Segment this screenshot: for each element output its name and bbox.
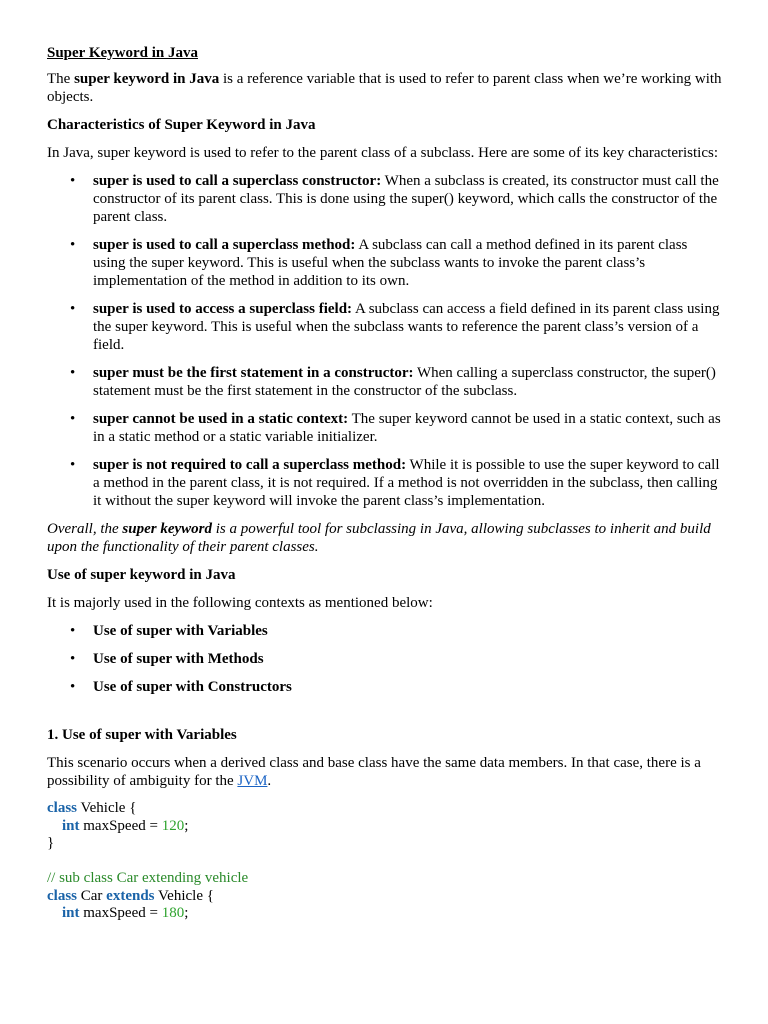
list-item [93,410,722,446]
item-text: A subclass can call a method defined in its parent class using the super keyword. This is useful when the subclass wants to invoke the parent class’s implementation of the method in addition to its own. [93,237,688,289]
use-lead: It is majorly used in the following contexts as mentioned below: [47,595,433,611]
characteristics-lead: In Java, super keyword is used to refer to the parent class of a subclass. Here are some of its key characteristics: [47,145,719,161]
characteristics-heading: Characteristics of Super Keyword in Java [47,117,316,133]
intro-bold: super keyword in Java [74,71,220,87]
overall-post: is a powerful tool for subclassing in Java, allowing subclasses to inherit and build upon the functionality of their parent classes. [47,521,711,555]
code-text: maxSpeed = [79,817,162,834]
code-text: Car [77,887,107,904]
item-bold: super cannot be used in a static context: [93,411,349,427]
intro-paragraph [47,70,722,106]
section1-heading: 1. Use of super with Variables [47,727,237,743]
overall-paragraph [47,520,722,556]
code-block [47,800,722,923]
code-keyword: int [62,817,80,834]
intro-post: is a reference variable that is used to refer to parent class when we’re working with objects. [47,71,722,105]
section1-paragraph [47,754,722,790]
item-bold: super is not required to call a superclass method: [93,457,407,473]
item-text: When a subclass is created, its constructor must call the constructor of its parent class. This is done using the super() keyword, which calls the constructor of the parent class. [93,173,719,225]
code-keyword: class [47,800,77,816]
list-item [93,650,722,668]
code-text: } [47,835,55,851]
code-text: maxSpeed = [79,905,162,921]
code-text: ; [184,817,189,834]
list-item [93,456,722,510]
list-item [93,236,722,290]
item-text: The super keyword cannot be used in a static context, such as in a static method or a static variable initializer. [93,411,721,445]
code-text: Vehicle { [154,887,214,904]
characteristics-list [47,172,722,510]
overall-bold: super keyword [122,521,212,537]
item-bold: super is used to call a superclass method: [93,237,356,253]
item-bold: super is used to access a superclass field: [93,301,353,317]
code-keyword: class [47,887,77,904]
use-item: Use of super with Constructors [93,679,292,695]
item-text: When calling a superclass constructor, the super() statement must be the first statement in the constructor of the subclass. [93,365,716,399]
use-item: Use of super with Methods [93,651,264,667]
list-item [93,622,722,640]
jvm-link[interactable]: JVM [237,773,268,789]
use-item: Use of super with Variables [93,623,268,639]
code-number: 180 [161,905,185,921]
section1-text-post: . [267,773,272,789]
list-item [93,678,722,696]
code-keyword: extends [106,887,155,904]
use-list [47,622,722,696]
code-number: 120 [161,817,185,834]
code-keyword: int [62,905,80,921]
list-item [93,300,722,354]
section1-text-pre: This scenario occurs when a derived class and base class have the same data members. In that case, there is a possibility of ambiguity for the [47,755,701,789]
code-text: ; [184,905,189,921]
list-item [93,172,722,226]
overall-pre: Overall, the [47,521,123,537]
use-heading: Use of super keyword in Java [47,567,236,583]
intro-pre: The [47,71,75,87]
item-bold: super must be the first statement in a constructor: [93,365,414,381]
code-text: Vehicle { [77,800,137,816]
item-text: While it is possible to use the super keyword to call a method in the parent class, it is not required. If a method is not overridden in the subclass, then calling it without the super keyword will invoke the parent class’s implementation. [93,457,720,509]
item-text: A subclass can access a field defined in its parent class using the super keyword. This is useful when the subclass wants to reference the parent class’s version of a field. [93,301,720,353]
page-title: Super Keyword in Java [47,45,198,61]
list-item [93,364,722,400]
item-bold: super is used to call a superclass constructor: [93,173,382,189]
spacer [47,706,722,726]
code-comment: // sub class Car extending vehicle [47,870,249,886]
